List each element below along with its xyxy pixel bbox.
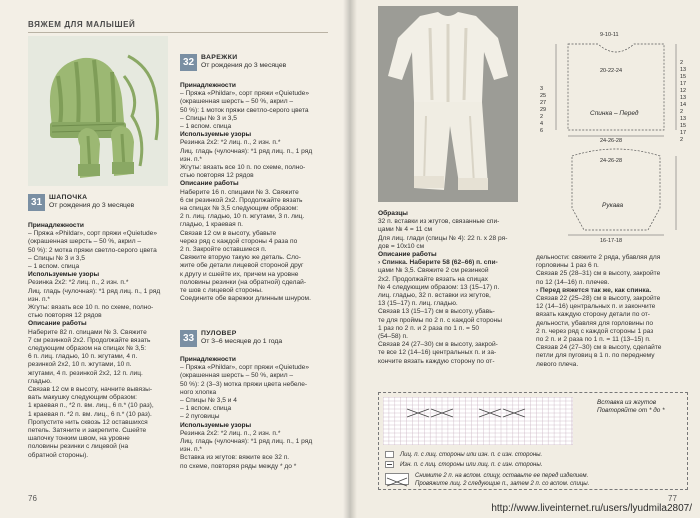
pullover-number-badge: 33	[180, 330, 197, 347]
mittens-line: Соедините обе варежки длинным шнуром.	[180, 295, 311, 303]
mittens-line: Связав 12 см в высоту, убавьте	[180, 229, 277, 237]
mittens-line: половины резинки (на обратной) сделай-	[180, 278, 307, 286]
hat-instructions	[28, 222, 174, 460]
running-title: ВЯЖЕМ ДЛЯ МАЛЫШЕЙ	[28, 20, 136, 29]
schematic-sleeve-top-label: 24-26-28	[600, 158, 623, 164]
schematic-number: 15	[680, 123, 687, 129]
schematic-number: 13	[680, 116, 687, 122]
mittens-line: Свяжите вторую такую же деталь. Сло-	[180, 254, 301, 262]
pullover-line: – 2 пуговицы	[180, 413, 220, 421]
samples-line: › Спинка. Наберите 58 (62–66) п. спи-	[378, 259, 498, 267]
pullover-line: по схеме, повторяя ряды между * до *	[180, 462, 297, 470]
right-page	[350, 0, 700, 518]
legend-row-1	[385, 451, 542, 458]
front-line: дельности, убавляя для горловины по	[536, 319, 654, 327]
hat-line: 50 %): 2 мотка пряжи светло-серого цвета	[28, 246, 157, 254]
samples-line: Связав 24 (27–30) см в высоту, закрой-	[378, 341, 498, 349]
pullover-line: Принадлежности	[180, 356, 236, 363]
pullover-instructions	[180, 356, 332, 471]
hat-number-badge: 31	[28, 194, 45, 211]
hat-line: следующим образом на спицах № 3,5:	[28, 345, 147, 353]
samples-line: цами № 4 = 11 см	[378, 226, 433, 234]
mittens-line: Наберите 16 п. спицами № 3. Свяжите	[180, 188, 299, 196]
front-line: 12 (14–16) центральных п. и закончите	[536, 303, 656, 311]
front-line: › Перед вяжется так же, как спинка.	[536, 286, 652, 294]
hat-line: половины резинки с лицевой (на	[28, 443, 129, 451]
schematic-sleeve-bottom-label: 16-17-18	[600, 238, 623, 244]
left-page-number: 76	[28, 494, 37, 503]
mittens-line: 6 см резинкой 2х2. Продолжайте вязать	[180, 196, 303, 204]
hat-line: Принадлежности	[28, 222, 84, 229]
mittens-line: Используемые узоры	[180, 131, 252, 139]
schematic-left-numbers	[540, 86, 546, 135]
pullover-line: – Пряжа «Phildar», сорт пряжи «Quietude»	[180, 364, 310, 372]
legend-text-3	[415, 473, 589, 488]
front-line: по 12 (14–16) п. плечев.	[536, 278, 610, 286]
samples-line: 32 п. вставки из жгутов, связанные спи-	[378, 218, 500, 226]
schematic-front-label: Спинка – Перед	[590, 110, 639, 117]
samples-line: Для лиц. глади (спицы № 4): 22 п. х 28 ря-	[378, 234, 508, 242]
samples-instructions	[378, 210, 528, 366]
legend-row-3	[385, 473, 589, 488]
front-line: Связав 24 (27–30) см в высоту, сделайте	[536, 344, 662, 352]
schematic-number: 27	[540, 100, 547, 106]
mittens-line: Принадлежности	[180, 82, 236, 89]
samples-line: Связав 13 (15–17) см в высоту, убавь-	[378, 308, 495, 316]
samples-line: 13 (15–17) п. лиц. гладью.	[378, 300, 458, 308]
schematic-number: 15	[680, 74, 687, 80]
samples-line: № 4 следующим образом: 13 (15–17) п.	[378, 283, 500, 291]
hat-line: Резинка 2х2: *2 лиц. п., 2 изн. п.*	[28, 279, 129, 287]
front-line: дельности: свяжите 2 ряда, убавляя для	[536, 254, 661, 261]
schematic-diagram	[536, 30, 696, 250]
front-line: вязать каждую сторону детали по от-	[536, 311, 650, 319]
schematic-number: 2	[680, 137, 684, 143]
schematic-width-label: 24-26-28	[600, 138, 623, 144]
hat-line: Описание работы	[28, 320, 87, 328]
front-line: по 2 п. и 2 раза по 1 п. = 11 (13–15) п.	[536, 336, 651, 344]
mittens-line: Резинка 2х2: *2 лиц. п., 2 изн. п.*	[180, 139, 281, 147]
mittens-line: изн. п.*	[180, 155, 202, 163]
schematic-number: 6	[540, 128, 544, 134]
schematic-right-numbers	[680, 60, 686, 144]
pullover-photo	[378, 6, 518, 202]
samples-line: 1 раз по 2 п. и 2 раза по 1 п. = 50	[378, 324, 480, 332]
hat-line: Лиц. гладь (чулочная): *1 ряд лиц. п., 1 ряд	[28, 287, 161, 295]
samples-line: те все 12 (14–16) центральных п. и за-	[378, 349, 497, 357]
knit-symbol-icon	[385, 451, 394, 458]
pullover-line: Вставка из жгутов: вяжите все 32 п.	[180, 454, 290, 462]
samples-line: цами № 3,5. Свяжите 2 см резинкой	[378, 267, 489, 275]
hat-line: 1 краевая п., *2 п. вм. лиц., 6 п.* (10 раз),	[28, 402, 154, 410]
hat-line: 7 см резинкой 2х2. Продолжайте вязать	[28, 336, 151, 344]
hat-line: петель. Затяните и закрепите. Сшейте	[28, 427, 147, 435]
pullover-line: Лиц. гладь (чулочная): *1 ряд лиц. п., 1 ряд	[180, 438, 313, 446]
pullover-section-title	[180, 330, 282, 347]
hat-line: резинкой 2х2, 10 п. жгутами, 10 п.	[28, 361, 132, 369]
cable-chart-box	[378, 392, 688, 490]
hat-age: От рождения до 3 месяцев	[49, 202, 135, 209]
chart-note-2: Повторяйте от * до *	[597, 407, 665, 414]
samples-line: Образцы	[378, 210, 408, 217]
legend-text-2: Изн. п. с лиц. стороны или лиц. п. с изн. стороны.	[400, 461, 543, 468]
legend-text-3b: Провяжите лиц. 2 следующие п., затем 2 п. со вспом. спицы.	[415, 480, 590, 487]
hat-line: – Спицы № 3 и 3,5	[28, 254, 85, 262]
hat-line: гладью.	[28, 377, 52, 385]
schematic-number: 2	[680, 109, 684, 115]
hat-line: Наберите 82 п. спицами № 3. Свяжите	[28, 328, 147, 336]
schematic-top-label: 9-10-11	[600, 32, 619, 38]
schematic-number: 17	[680, 130, 687, 136]
schematic-sleeve-label: Рукава	[602, 202, 624, 209]
mittens-age: От рождения до 3 месяцев	[201, 62, 287, 69]
book-gutter	[343, 0, 357, 518]
legend-text-3a: Снимите 2 п. на вспом. спицу, оставьте ее перед изделием.	[415, 473, 589, 479]
pullover-line: изн. п.*	[180, 446, 202, 454]
legend-row-2	[385, 461, 542, 468]
hat-line: изн. п.*	[28, 295, 50, 303]
front-line: 2 п. через ряд с каждой стороны 1 раз	[536, 327, 654, 335]
hat-line: жгутами, 4 п. резинкой 2х2, 12 п. лиц.	[28, 369, 143, 377]
pullover-name: ПУЛОВЕР	[201, 330, 237, 337]
front-line: петли для пуговиц в 1 п. по переднему	[536, 352, 655, 360]
hat-line: 6 п. лиц. гладью, 10 п. жгутами, 4 п.	[28, 353, 138, 361]
mittens-line: через ряд с каждой стороны 4 раза по	[180, 237, 298, 245]
hat-line: обратной стороны).	[28, 451, 89, 459]
pullover-line: Используемые узоры	[180, 421, 252, 429]
samples-line: те для проймы по 2 п. с каждой стороны	[378, 316, 502, 324]
front-instructions	[536, 254, 686, 369]
schematic-number: 2	[540, 114, 544, 120]
schematic-number: 2	[680, 60, 684, 66]
hat-line: шапочку тонким швом, на уровне	[28, 435, 130, 443]
chart-note-1: Вставка из жгутов	[597, 399, 657, 406]
schematic-number: 29	[540, 107, 547, 113]
samples-line: (54–58) п.	[378, 333, 408, 341]
mittens-line: жите обе детали лицевой стороной друг	[180, 262, 304, 270]
samples-line: дов = 10х10 см	[378, 242, 425, 250]
front-line: Связав 25 (28–31) см в высоту, закройте	[536, 270, 661, 278]
samples-line: лиц. гладью, 32 п. вставки из жгутов,	[378, 292, 491, 300]
hat-line: (окрашенная шерсть – 50 %, акрил –	[28, 238, 142, 246]
schematic-number: 14	[680, 102, 687, 108]
hat-line: Связав 12 см в высоту, начните вывязы-	[28, 386, 153, 394]
hat-line: 1 краевая п. *2 п. вм. лиц., 6 п.* (10 раз).	[28, 410, 152, 418]
hat-mittens-image	[28, 36, 168, 186]
hat-line: Пропустите нить сквозь 12 оставшихся	[28, 418, 148, 426]
pullover-line: Резинка 2х2: *2 лиц. п., 2 изн. п.*	[180, 429, 281, 437]
samples-line: 2х2. Продолжайте вязать на спицах	[378, 275, 488, 283]
samples-line: кончите вязать каждую сторону по от-	[378, 357, 495, 365]
front-line: Связав 22 (25–28) см в высоту, закройте	[536, 295, 661, 303]
front-line: левого плеча.	[536, 360, 579, 368]
hat-line: – 1 вспом. спица	[28, 263, 80, 271]
hat-line: Используемые узоры	[28, 271, 100, 279]
pullover-line: ного хлопка	[180, 388, 217, 396]
purl-symbol-icon	[385, 461, 394, 468]
hat-line: – Пряжа «Phildar», сорт пряжи «Quietude»	[28, 230, 158, 238]
hat-section-title	[28, 194, 134, 211]
hat-line: стью повторяя 12 рядов	[28, 312, 102, 320]
mittens-number-badge: 32	[180, 54, 197, 71]
cable-chart-grid	[383, 397, 573, 445]
mittens-line: 2 п. лиц. гладью, 10 п. жгутами, 3 п. лиц.	[180, 213, 305, 221]
watermark-url: http://www.liveinternet.ru/users/lyudmila2807/	[491, 503, 692, 514]
mittens-line: Описание работы	[180, 180, 239, 188]
mittens-line: – Пряжа «Phildar», сорт пряжи «Quietude»	[180, 90, 310, 98]
schematic-number: 13	[680, 67, 687, 73]
mittens-line: 50 %): 1 моток пряжи светло-серого цвета	[180, 106, 309, 114]
right-page-number: 77	[668, 494, 677, 503]
mittens-instructions	[180, 82, 332, 303]
mittens-line: – 1 вспом. спица	[180, 123, 232, 131]
schematic-neck-label: 20-22-24	[600, 68, 623, 74]
hat-mittens-photo	[28, 36, 168, 186]
schematic-number: 17	[680, 81, 687, 87]
pullover-line: – 1 вспом. спица	[180, 405, 232, 413]
pullover-image	[378, 6, 518, 202]
pullover-age: От 3–6 месяцев до 1 года	[201, 338, 283, 345]
mittens-section-title	[180, 54, 286, 71]
pullover-line: 50 %): 2 (3–3) мотка пряжи цвета небеле-	[180, 380, 308, 388]
schematic-number: 3	[540, 86, 544, 92]
hat-line: Жгуты: вязать все 10 п. по схеме, полно-	[28, 304, 154, 312]
pullover-line: (окрашенная шерсть – 50 %, акрил –	[180, 372, 294, 380]
schematic-number: 12	[680, 88, 687, 94]
mittens-line: – Спицы № 3 и 3,5	[180, 114, 237, 122]
mittens-line: (окрашенная шерсть – 50 %, акрил –	[180, 98, 294, 106]
mittens-line: Жгуты: вязать все 10 п. по схеме, полно-	[180, 164, 306, 172]
pullover-line: – Спицы № 3,5 и 4	[180, 397, 237, 405]
hat-name: ШАПОЧКА	[49, 194, 88, 201]
mittens-line: стью повторяя 12 рядов	[180, 172, 254, 180]
front-line: горловины 1 раз 6 п.	[536, 262, 599, 270]
legend-text-1: Лиц. п. с лиц. стороны или изн. п. с изн. стороны.	[400, 451, 543, 458]
samples-line: Описание работы	[378, 251, 437, 259]
mittens-line: на спицах № 3,5 следующим образом:	[180, 205, 299, 213]
schematic-number: 13	[680, 95, 687, 101]
mittens-line: к другу и сшейте их, причем на уровне	[180, 270, 299, 278]
mittens-line: 2 п. Закройте оставшиеся п.	[180, 246, 267, 254]
mittens-line: Лиц. гладь (чулочная): *1 ряд лиц. п., 1 ряд	[180, 147, 313, 155]
schematic-number: 25	[540, 93, 547, 99]
hat-line: вать макушку следующим образом:	[28, 394, 137, 402]
schematic-number: 4	[540, 121, 544, 127]
mittens-line: гладью, 1 краевая п.	[180, 221, 243, 229]
mittens-name: ВАРЕЖКИ	[201, 54, 238, 61]
mittens-line: те шов с лицевой стороны.	[180, 287, 263, 295]
cable-cross-symbol-icon	[385, 473, 409, 485]
header-rule	[28, 32, 328, 33]
